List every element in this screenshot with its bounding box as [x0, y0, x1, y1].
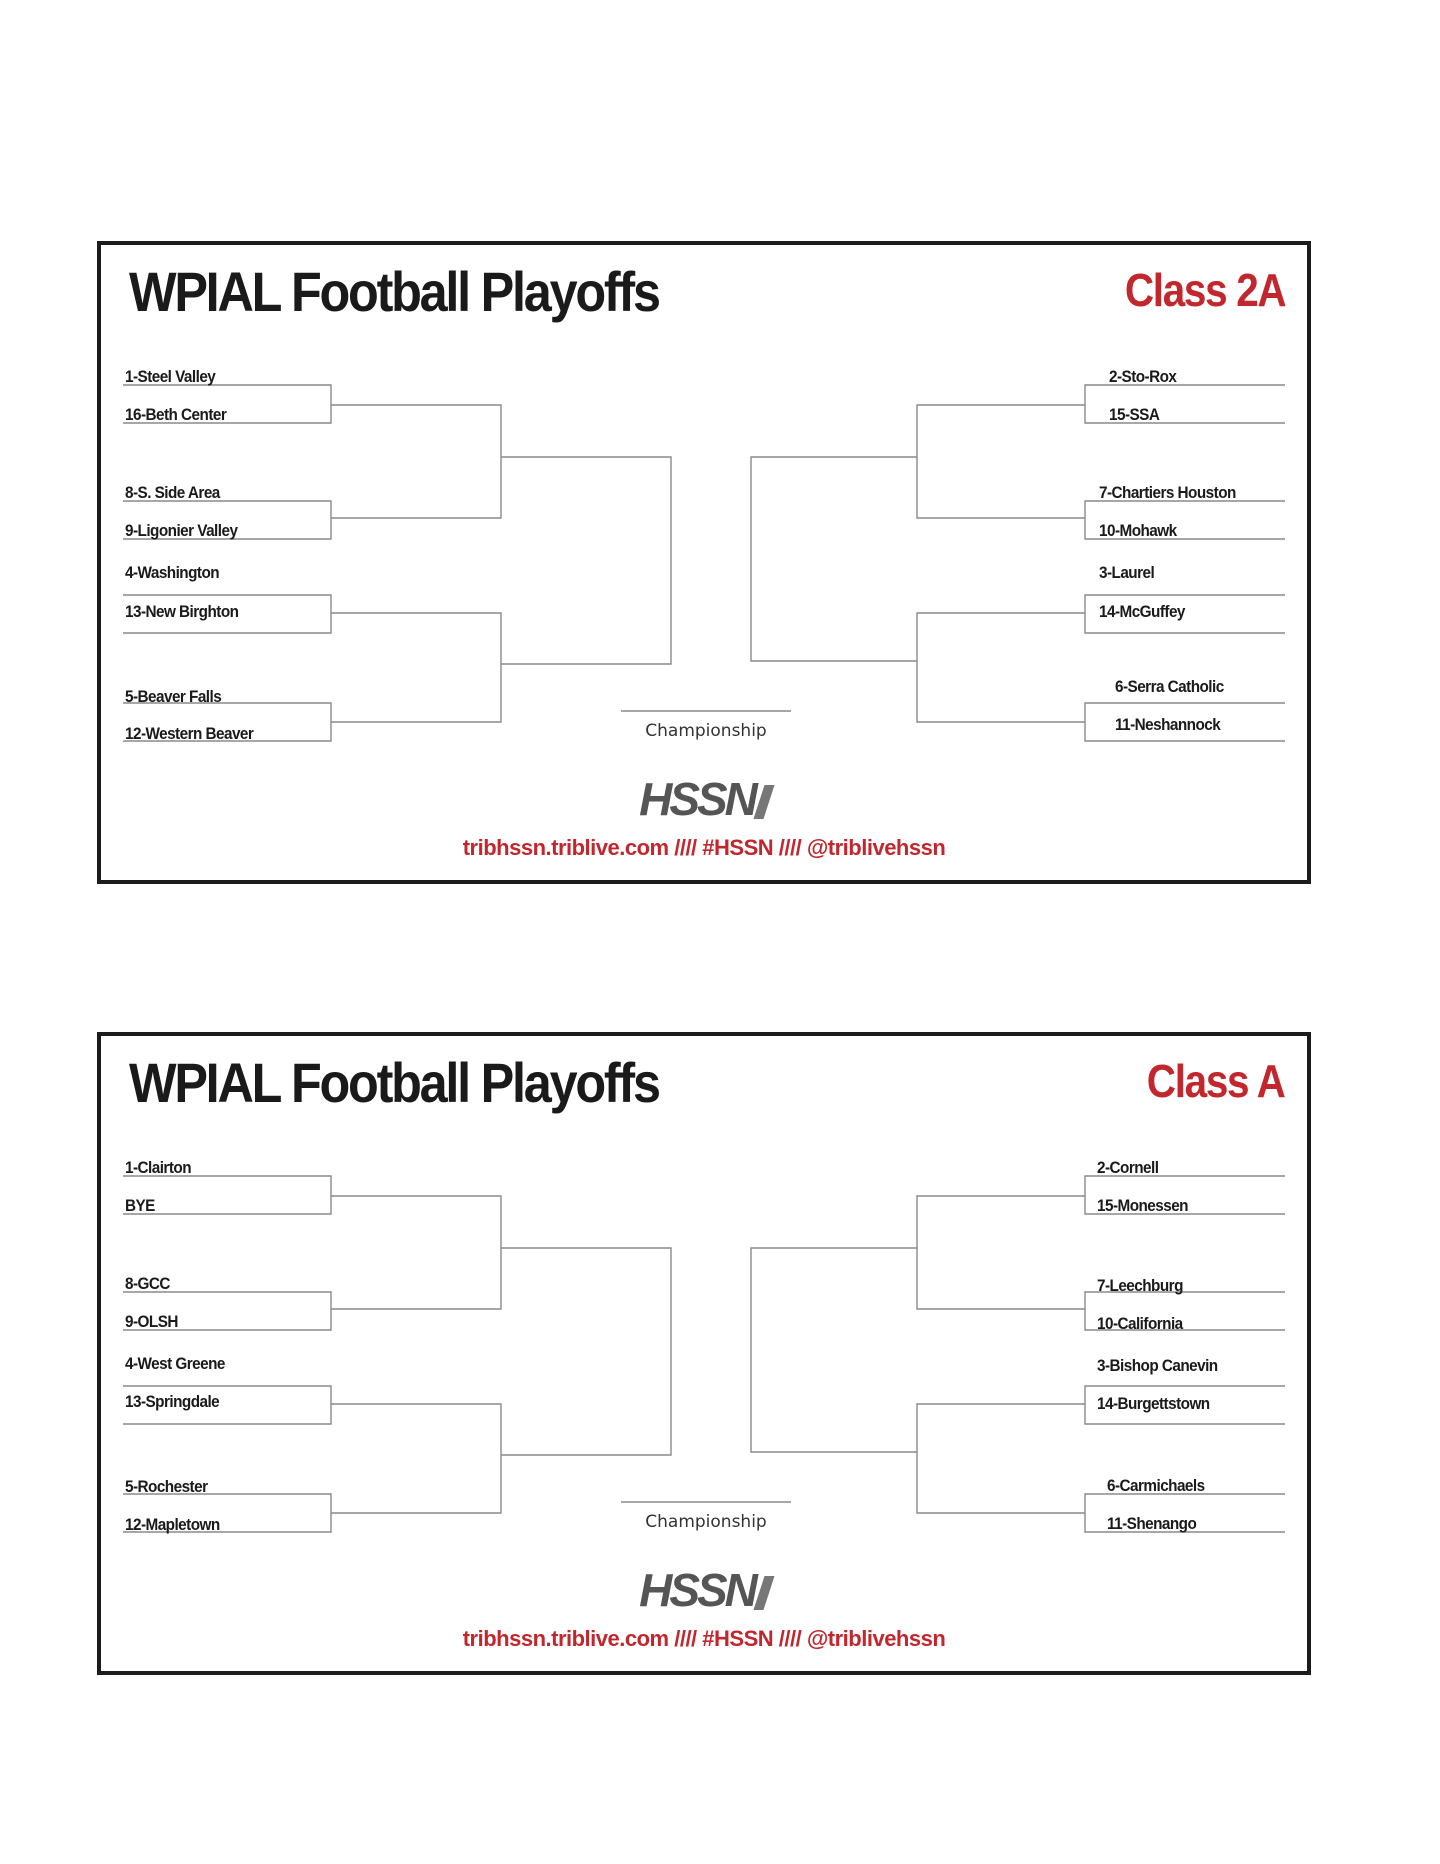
separator: //// [773, 1626, 807, 1651]
team-right-8: 11-Shenango [1107, 1514, 1197, 1533]
site-link[interactable]: tribhssn.triblive.com [462, 1626, 669, 1651]
team-left-4: 9-OLSH [125, 1312, 178, 1331]
hssn-logo-mark-icon [753, 1576, 774, 1610]
team-right-6: 14-Burgettstown [1097, 1394, 1210, 1413]
hssn-logo-mark-icon [753, 785, 774, 819]
bracket-class-a [97, 1032, 1311, 1675]
team-right-2: 15-Monessen [1097, 1196, 1188, 1215]
team-left-1: 1-Steel Valley [125, 367, 216, 386]
team-left-3: 8-GCC [125, 1274, 170, 1293]
team-right-1: 2-Cornell [1097, 1158, 1159, 1177]
team-right-4: 10-California [1097, 1314, 1183, 1333]
hssn-logo [101, 1566, 1307, 1614]
team-left-2: 16-Beth Center [125, 405, 227, 424]
bracket-class-2a [97, 241, 1311, 884]
team-left-6: 13-New Birghton [125, 602, 239, 621]
team-left-2: BYE [125, 1196, 155, 1215]
hssn-logo [101, 775, 1307, 823]
bracket-title: WPIAL Football Playoffs [129, 260, 659, 323]
team-left-1: 1-Clairton [125, 1158, 192, 1177]
team-left-8: 12-Mapletown [125, 1515, 220, 1534]
team-left-7: 5-Rochester [125, 1477, 208, 1496]
team-right-3: 7-Leechburg [1097, 1276, 1183, 1295]
separator: //// [668, 835, 703, 860]
team-right-7: 6-Carmichaels [1107, 1476, 1205, 1495]
team-left-6: 13-Springdale [125, 1392, 220, 1411]
team-right-2: 15-SSA [1109, 405, 1160, 424]
hssn-logo-text: HSSN [639, 773, 755, 825]
social-links [101, 835, 1307, 861]
championship-label: Championship [645, 1512, 767, 1532]
team-right-5: 3-Laurel [1099, 563, 1155, 582]
team-left-8: 12-Western Beaver [125, 724, 254, 743]
social-handle[interactable]: @triblivehssn [806, 1626, 946, 1651]
team-right-6: 14-McGuffey [1099, 602, 1185, 621]
social-handle[interactable]: @triblivehssn [806, 835, 946, 860]
hssn-logo-text: HSSN [639, 1564, 755, 1616]
team-right-5: 3-Bishop Canevin [1097, 1356, 1218, 1375]
team-left-7: 5-Beaver Falls [125, 687, 222, 706]
team-left-5: 4-West Greene [125, 1354, 225, 1373]
class-label: Class 2A [1124, 264, 1285, 316]
team-right-8: 11-Neshannock [1115, 715, 1221, 734]
team-right-4: 10-Mohawk [1099, 521, 1177, 540]
hashtag[interactable]: #HSSN [702, 1626, 774, 1651]
team-right-3: 7-Chartiers Houston [1099, 483, 1236, 502]
team-right-7: 6-Serra Catholic [1115, 677, 1224, 696]
bracket-title: WPIAL Football Playoffs [129, 1051, 659, 1114]
separator: //// [668, 1626, 703, 1651]
class-label: Class A [1147, 1055, 1285, 1107]
team-left-4: 9-Ligonier Valley [125, 521, 238, 540]
team-left-5: 4-Washington [125, 563, 220, 582]
social-links [101, 1626, 1307, 1652]
championship-label: Championship [645, 721, 767, 741]
hashtag[interactable]: #HSSN [702, 835, 774, 860]
team-right-1: 2-Sto-Rox [1109, 367, 1177, 386]
separator: //// [773, 835, 807, 860]
site-link[interactable]: tribhssn.triblive.com [462, 835, 669, 860]
team-left-3: 8-S. Side Area [125, 483, 220, 502]
